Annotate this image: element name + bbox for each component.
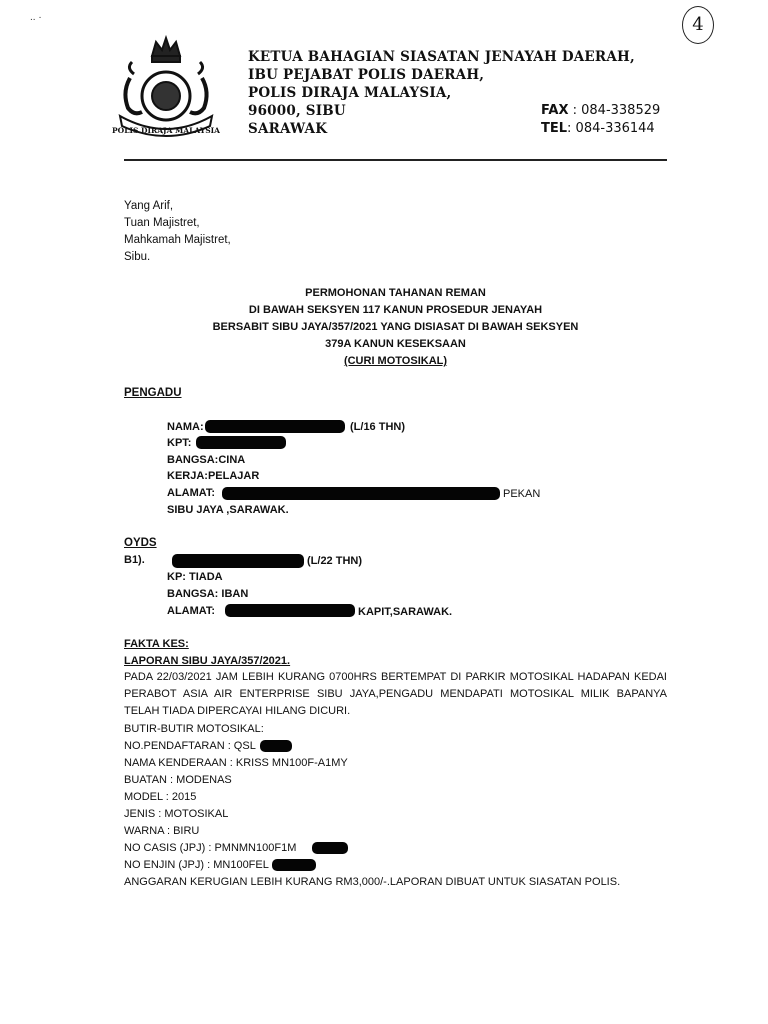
tel-value: : 084-336144 [567, 121, 655, 136]
pengadu-kpt-label: KPT: [167, 437, 192, 449]
pengadu-alamat-label: ALAMAT: [167, 487, 216, 499]
pengadu-heading: PENGADU [124, 387, 182, 399]
detail-line: NAMA KENDERAAN : KRISS MN100F-A1MY [124, 757, 348, 769]
redaction-bar [225, 604, 355, 617]
oyds-heading: OYDS [124, 537, 157, 549]
detail-line: NO CASIS (JPJ) : PMNMN100F1M [124, 840, 620, 857]
document-title [124, 285, 667, 370]
letterhead-line: SARAWAK [248, 121, 328, 137]
fax-line [541, 103, 660, 118]
police-emblem-logo [112, 34, 220, 144]
letterhead-line: IBU PEJABAT POLIS DAERAH, [248, 67, 485, 83]
motorcycle-details [124, 721, 620, 891]
oyds-bangsa: BANGSA: IBAN [167, 588, 249, 600]
addressee-line: Sibu. [124, 251, 151, 263]
detail-line: BUTIR-BUTIR MOTOSIKAL: [124, 723, 264, 735]
oyds-b1-label: B1). [124, 554, 145, 566]
redaction-bar [222, 487, 500, 500]
fax-label: FAX [541, 103, 569, 118]
pengadu-nama-suffix: (L/16 THN) [350, 421, 405, 433]
header-divider [124, 159, 667, 161]
oyds-alamat-suffix: KAPIT,SARAWAK. [358, 606, 453, 618]
addressee-block [124, 198, 231, 266]
fakta-laporan: LAPORAN SIBU JAYA/357/2021. [124, 655, 291, 667]
title-offence: (CURI MOTOSIKAL) [343, 355, 448, 367]
title-line: BERSABIT SIBU JAYA/357/2021 YANG DISIASAT DI BAWAH SEKSYEN [212, 321, 579, 333]
oyds-alamat-label: ALAMAT: [167, 605, 216, 617]
redaction-bar [205, 420, 345, 433]
letterhead-line: KETUA BAHAGIAN SIASATAN JENAYAH DAERAH, [248, 49, 635, 65]
letterhead-line: POLIS DIRAJA MALAYSIA, [248, 85, 452, 101]
detail-line: MODEL : 2015 [124, 791, 197, 803]
title-line: PERMOHONAN TAHANAN REMAN [305, 287, 486, 299]
redaction-bar [260, 740, 292, 752]
tel-line [541, 121, 655, 136]
pengadu-alamat-line2: SIBU JAYA ,SARAWAK. [167, 504, 289, 516]
fakta-heading: FAKTA KES: [124, 638, 189, 650]
detail-line: JENIS : MOTOSIKAL [124, 808, 229, 820]
pengadu-alamat-suffix: PEKAN [503, 488, 541, 500]
detail-line: NO.PENDAFTARAN : QSL [124, 738, 620, 755]
addressee-line: Tuan Majistret, [124, 217, 200, 229]
oyds-kp: KP: TIADA [167, 571, 223, 583]
detail-line: BUATAN : MODENAS [124, 774, 232, 786]
redaction-bar [272, 859, 316, 871]
redaction-bar [196, 436, 286, 449]
tel-label: TEL [541, 121, 568, 136]
detail-line: ANGGARAN KERUGIAN LEBIH KURANG RM3,000/-.LAPORAN DIBUAT UNTUK SIASATAN POLIS. [124, 876, 621, 888]
letterhead-line: 96000, SIBU [248, 103, 346, 119]
title-line: 379A KANUN KESEKSAAN [325, 338, 466, 350]
pengadu-bangsa: BANGSA:CINA [167, 454, 246, 466]
detail-line: WARNA : BIRU [124, 825, 200, 837]
fax-value: : 084-338529 [568, 103, 661, 118]
redaction-bar [312, 842, 348, 854]
corner-marks: .. · [30, 12, 42, 23]
title-line: DI BAWAH SEKSYEN 117 KANUN PROSEDUR JENAYAH [248, 304, 543, 316]
pengadu-kerja: KERJA:PELAJAR [167, 470, 260, 482]
page-number: 4 [682, 6, 714, 44]
emblem-text: POLIS DIRAJA MALAYSIA [112, 126, 220, 135]
pengadu-nama-label: NAMA: [167, 421, 204, 433]
redaction-bar [172, 554, 304, 568]
oyds-b1-suffix: (L/22 THN) [307, 555, 362, 567]
addressee-line: Yang Arif, [124, 200, 174, 212]
detail-line: NO ENJIN (JPJ) : MN100FEL [124, 857, 620, 874]
fakta-paragraph: PADA 22/03/2021 JAM LEBIH KURANG 0700HRS BERTEMPAT DI PARKIR MOTOSIKAL HADAPAN KEDAI PERABOT ASIA AIR ENTERPRISE SIBU JAYA,PENGADU MENDAPATI MOTOSIKAL MILIK BAPANYA TELAH TIADA DIPERCAYAI HILANG DICURI. [124, 671, 667, 717]
addressee-line: Mahkamah Majistret, [124, 234, 231, 246]
